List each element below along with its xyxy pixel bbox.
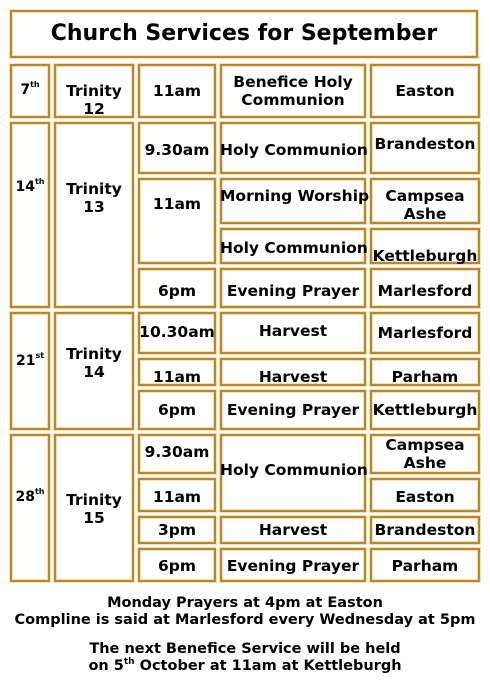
service-label: Evening Prayer bbox=[226, 282, 360, 300]
time-label: 11am bbox=[152, 488, 202, 506]
place-label: Parham bbox=[391, 368, 459, 386]
place-label: Campsea Ashe bbox=[385, 436, 465, 472]
date-14: 14th bbox=[15, 177, 45, 195]
trinity-label-12: Trinity 12 bbox=[66, 82, 122, 118]
place-label: Marlesford bbox=[377, 324, 473, 342]
place-label: Parham bbox=[391, 557, 459, 575]
time-label: 6pm bbox=[157, 557, 197, 575]
time-label: 11am bbox=[152, 82, 202, 100]
service-label: Holy Communion bbox=[220, 239, 368, 257]
time-label: 3pm bbox=[157, 521, 197, 539]
date-21: 21st bbox=[15, 351, 45, 369]
time-label: 10.30am bbox=[139, 323, 215, 341]
time-label: 6pm bbox=[157, 282, 197, 300]
service-label: Benefice Holy Communion bbox=[233, 73, 353, 109]
time-label: 11am bbox=[152, 195, 202, 213]
date-cell-28 bbox=[10, 434, 50, 582]
footer-monday-prayers: Monday Prayers at 4pm at Easton bbox=[107, 595, 383, 611]
time-label: 11am bbox=[152, 368, 202, 386]
date-cell-21 bbox=[10, 312, 50, 430]
footer-next-service: The next Benefice Service will be held bbox=[89, 641, 401, 657]
place-label: Kettleburgh bbox=[372, 247, 478, 265]
service-label: Holy Communion bbox=[220, 141, 368, 159]
time-label: 9.30am bbox=[144, 141, 210, 159]
service-label: Evening Prayer bbox=[226, 557, 360, 575]
date-7: 7th bbox=[20, 80, 40, 98]
footer-compline: Compline is said at Marlesford every Wednesday at 5pm bbox=[14, 612, 476, 628]
service-label: Morning Worship bbox=[220, 187, 370, 205]
service-label: Harvest bbox=[258, 368, 328, 386]
service-label: Evening Prayer bbox=[226, 401, 360, 419]
place-label: Brandeston bbox=[374, 135, 476, 153]
date-cell-14 bbox=[10, 122, 50, 308]
footer-next-service-date: on 5th October at 11am at Kettleburgh bbox=[88, 657, 402, 674]
place-label: Brandeston bbox=[374, 521, 476, 539]
trinity-label-14: Trinity 14 bbox=[66, 345, 122, 381]
trinity-label-13: Trinity 13 bbox=[66, 180, 122, 216]
place-label: Campsea Ashe bbox=[385, 187, 465, 223]
service-label: Harvest bbox=[258, 521, 328, 539]
place-label: Easton bbox=[395, 488, 455, 506]
place-label: Kettleburgh bbox=[372, 401, 478, 419]
place-label: Easton bbox=[395, 82, 455, 100]
page-title: Church Services for September bbox=[50, 21, 438, 46]
service-label: Harvest bbox=[258, 322, 328, 340]
time-label: 6pm bbox=[157, 401, 197, 419]
place-label: Marlesford bbox=[377, 282, 473, 300]
date-28: 28th bbox=[15, 487, 45, 505]
time-label: 9.30am bbox=[144, 443, 210, 461]
service-label: Holy Communion bbox=[220, 461, 368, 479]
time-cell bbox=[138, 178, 216, 264]
trinity-label-15: Trinity 15 bbox=[66, 491, 122, 527]
